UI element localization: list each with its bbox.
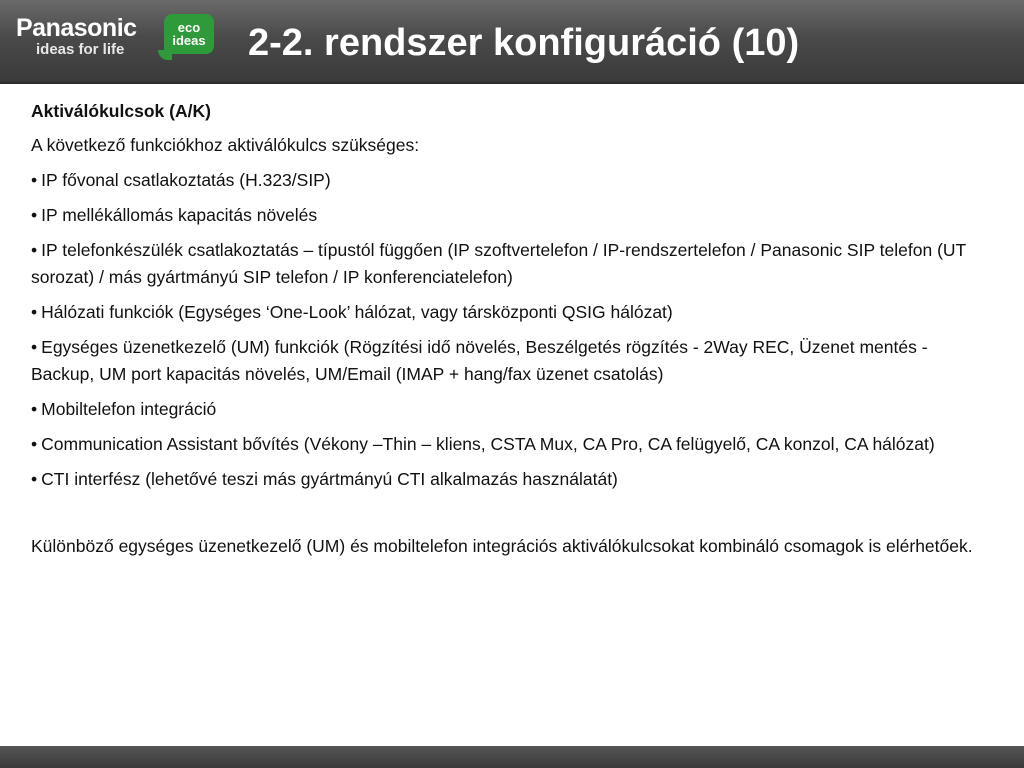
brand-tagline: ideas for life xyxy=(36,41,125,58)
bullet-text: CTI interfész (lehetővé teszi más gyártmányú CTI alkalmazás használatát) xyxy=(41,469,618,489)
eco-badge-line2: ideas xyxy=(172,33,206,48)
panasonic-logo xyxy=(16,14,216,64)
slide-body xyxy=(31,98,993,560)
bullet-text: Egységes üzenetkezelő (UM) funkciók (Rögzítési idő növelés, Beszélgetés rögzítés - 2Way REC, Üzenet mentés - Backup, UM port kapacitás növelés, UM/Email (IMAP + hang/fax üzenet csatolás) xyxy=(31,337,928,384)
eco-ideas-badge xyxy=(164,14,214,54)
bullet-text: IP telefonkészülék csatlakoztatás – típustól függően (IP szoftvertelefon / IP-rendszertelefon / Panasonic SIP telefon (UT sorozat) / más gyártmányú SIP telefon / IP konferenciatelefon) xyxy=(31,240,966,287)
bullet-icon: • xyxy=(31,205,38,225)
intro-text: A következő funkciókhoz aktiválókulcs szükséges: xyxy=(31,135,420,155)
bullet-icon: • xyxy=(31,399,38,419)
section-heading: Aktiválókulcsok (A/K) xyxy=(31,101,211,121)
bullet-item xyxy=(31,237,993,291)
bullet-item xyxy=(31,396,993,423)
bullet-item xyxy=(31,431,993,458)
leaf-icon xyxy=(158,50,172,60)
footnote-text: Különböző egységes üzenetkezelő (UM) és mobiltelefon integrációs aktiválókulcsokat kombináló csomagok is elérhetőek. xyxy=(31,536,973,556)
bullet-icon: • xyxy=(31,337,38,357)
bullet-text: Hálózati funkciók (Egységes ‘One-Look’ hálózat, vagy társközponti QSIG hálózat) xyxy=(41,302,673,322)
bullet-item xyxy=(31,466,993,493)
bullet-text: IP fővonal csatlakoztatás (H.323/SIP) xyxy=(41,170,331,190)
bullet-icon: • xyxy=(31,170,38,190)
bullet-item xyxy=(31,202,993,229)
bullet-icon: • xyxy=(31,434,38,454)
bullet-icon: • xyxy=(31,469,38,489)
brand-name: Panasonic xyxy=(16,14,137,42)
slide-title: 2-2. rendszer konfiguráció (10) xyxy=(248,22,800,64)
slide-header xyxy=(0,0,1024,84)
bullet-item xyxy=(31,299,993,326)
bullet-item xyxy=(31,167,993,194)
bullet-list xyxy=(31,167,993,493)
bullet-text: IP mellékállomás kapacitás növelés xyxy=(41,205,318,225)
bullet-icon: • xyxy=(31,240,38,260)
bullet-icon: • xyxy=(31,302,38,322)
eco-badge-line1: eco xyxy=(177,20,201,35)
slide-footer-bar xyxy=(0,746,1024,768)
bullet-item xyxy=(31,334,993,388)
bullet-text: Communication Assistant bővítés (Vékony –Thin – kliens, CSTA Mux, CA Pro, CA felügyelő, CA konzol, CA hálózat) xyxy=(41,434,935,454)
bullet-text: Mobiltelefon integráció xyxy=(41,399,217,419)
